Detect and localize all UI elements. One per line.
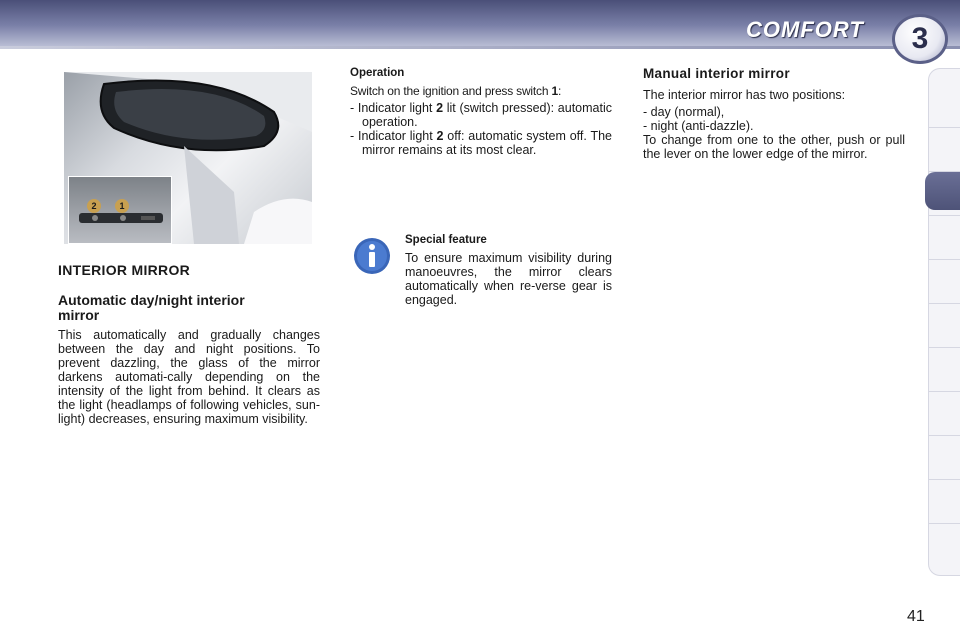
tab-divider	[929, 435, 960, 436]
automatic-mirror-description: This automatically and gradually changes between the day and night positions. To prevent dazzling, the glass of the mirror darkens automati-cally depending on the intensity of the light from behind. It clears as the light (headlamps of following vehicles, sun-light) decreases, ensuring maximum visibility.	[58, 328, 320, 426]
item-on-prefix: - Indicator light	[350, 101, 437, 115]
tab-divider	[929, 303, 960, 304]
operation-item-off	[350, 129, 612, 157]
manual-mirror-instructions: To change from one to the other, push or pull the lever on the lower edge of the mirror.	[643, 133, 905, 161]
chapter-tab-active[interactable]	[925, 172, 960, 210]
tab-divider	[929, 259, 960, 260]
chapter-number: 3	[911, 22, 929, 55]
tab-divider	[929, 479, 960, 480]
section-title: COMFORT	[746, 17, 864, 42]
manual-mirror-title: Manual interior mirror	[643, 66, 790, 81]
item-off-text: off: automatic system off. The mirror remains at its most clear.	[362, 129, 612, 157]
page-number: 41	[907, 608, 925, 625]
position-night: - night (anti-dazzle).	[643, 119, 754, 133]
item-on-indicator-number: 2	[436, 101, 444, 115]
special-feature-text: To ensure maximum visibility during manoeuvres, the mirror clears automatically when re-verse gear is engaged.	[405, 251, 612, 307]
item-on-text: lit (switch pressed): automatic operation.	[362, 101, 612, 129]
page-heading: INTERIOR MIRROR	[58, 262, 191, 278]
switch-detail-inset	[68, 176, 172, 244]
tab-divider	[929, 523, 960, 524]
tab-divider	[929, 127, 960, 128]
chapter-badge	[892, 14, 948, 64]
operation-intro-switch-number: 1	[551, 84, 558, 98]
operation-intro-text: Switch on the ignition and press switch	[350, 84, 552, 98]
manual-mirror-intro: The interior mirror has two positions:	[643, 88, 846, 102]
header-divider	[0, 46, 960, 49]
tab-divider	[929, 347, 960, 348]
item-off-prefix: - Indicator light	[350, 129, 437, 143]
tab-divider	[929, 391, 960, 392]
operation-item-on	[350, 101, 612, 129]
position-day: - day (normal),	[643, 105, 725, 119]
operation-intro	[350, 84, 612, 98]
info-icon	[353, 237, 391, 275]
callout-1: 1	[115, 199, 129, 213]
item-off-indicator-number: 2	[436, 129, 444, 143]
switch-panel-icon	[69, 177, 173, 245]
special-feature-title: Special feature	[405, 234, 487, 246]
automatic-mirror-subheading: Automatic day/night interior mirror	[58, 292, 245, 323]
tab-divider	[929, 215, 960, 216]
chapter-tab-strip[interactable]	[928, 68, 960, 576]
callout-2: 2	[87, 199, 101, 213]
operation-title: Operation	[350, 67, 405, 79]
operation-intro-colon: :	[557, 84, 562, 98]
